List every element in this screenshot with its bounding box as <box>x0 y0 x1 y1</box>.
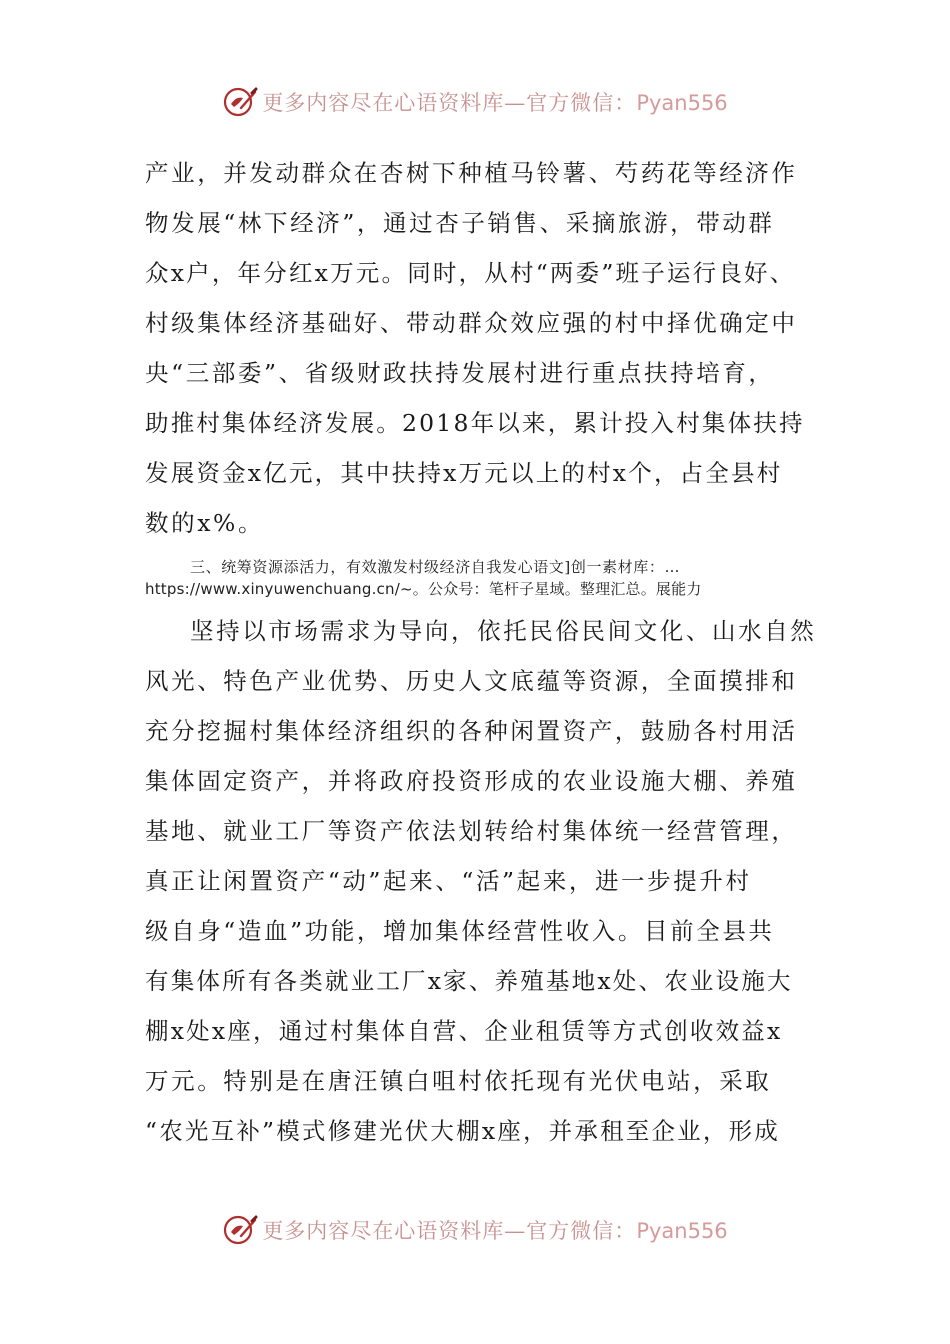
text-line: 级自身“造血”功能，增加集体经营性收入。目前全县共 <box>145 917 775 945</box>
watermark-text: 更多内容尽在心语资料库—官方微信：Pyan556 <box>262 1219 728 1243</box>
text-line: 发展资金x亿元，其中扶持x万元以上的村x个，占全县村 <box>145 459 783 487</box>
text-line: “农光互补”模式修建光伏大棚x座，并承租至企业，形成 <box>145 1117 780 1145</box>
text-line: 集体固定资产，并将政府投资形成的农业设施大棚、养殖 <box>145 767 798 795</box>
text-line: 数的x%。 <box>145 509 265 537</box>
document-body <box>145 148 825 1156</box>
paragraph-1 <box>145 148 825 548</box>
text-line: 物发展“林下经济”，通过杏子销售、采摘旅游，带动群 <box>145 209 775 237</box>
text-line: 助推村集体经济发展。2018年以来，累计投入村集体扶持 <box>145 409 805 437</box>
text-line: 央“三部委”、省级财政扶持发展村进行重点扶持培育， <box>145 359 775 387</box>
text-line: 真正让闲置资产“动”起来、“活”起来，进一步提升村 <box>145 867 752 895</box>
text-line: 众x户，年分红x万元。同时，从村“两委”班子运行良好、 <box>145 259 796 287</box>
text-line: 村级集体经济基础好、带动群众效应强的村中择优确定中 <box>145 309 798 337</box>
text-line: 有集体所有各类就业工厂x家、养殖基地x处、农业设施大 <box>145 967 793 995</box>
paragraph-2 <box>145 606 825 1156</box>
seal-pen-icon <box>222 84 258 120</box>
watermark-text: 更多内容尽在心语资料库—官方微信：Pyan556 <box>262 91 728 115</box>
text-line: 充分挖掘村集体经济组织的各种闲置资产，鼓励各村用活 <box>145 717 798 745</box>
watermark-wechat-id: Pyan556 <box>636 91 728 115</box>
watermark-header <box>0 82 950 122</box>
section-heading-source: https://www.xinyuwenchuang.cn/~。公众号：笔杆子星域。整理汇总。展能力 <box>145 580 702 598</box>
text-line: 棚x处x座，通过村集体自营、企业租赁等方式创收效益x <box>145 1017 783 1045</box>
text-line: 坚持以市场需求为导向，依托民俗民间文化、山水自然 <box>190 617 817 645</box>
text-line: 基地、就业工厂等资产依法划转给村集体统一经营管理， <box>145 817 798 845</box>
text-line: 产业，并发动群众在杏树下种植马铃薯、芍药花等经济作 <box>145 159 798 187</box>
watermark-footer <box>0 1210 950 1250</box>
seal-pen-icon <box>222 1212 258 1248</box>
text-line: 万元。特别是在唐汪镇白咀村依托现有光伏电站，采取 <box>145 1067 772 1095</box>
watermark-wechat-id: Pyan556 <box>636 1219 728 1243</box>
section-heading: 三、统筹资源添活力，有效激发村级经济自我发心语文]创一素材库：… <box>190 558 681 576</box>
text-line: 风光、特色产业优势、历史人文底蕴等资源，全面摸排和 <box>145 667 798 695</box>
